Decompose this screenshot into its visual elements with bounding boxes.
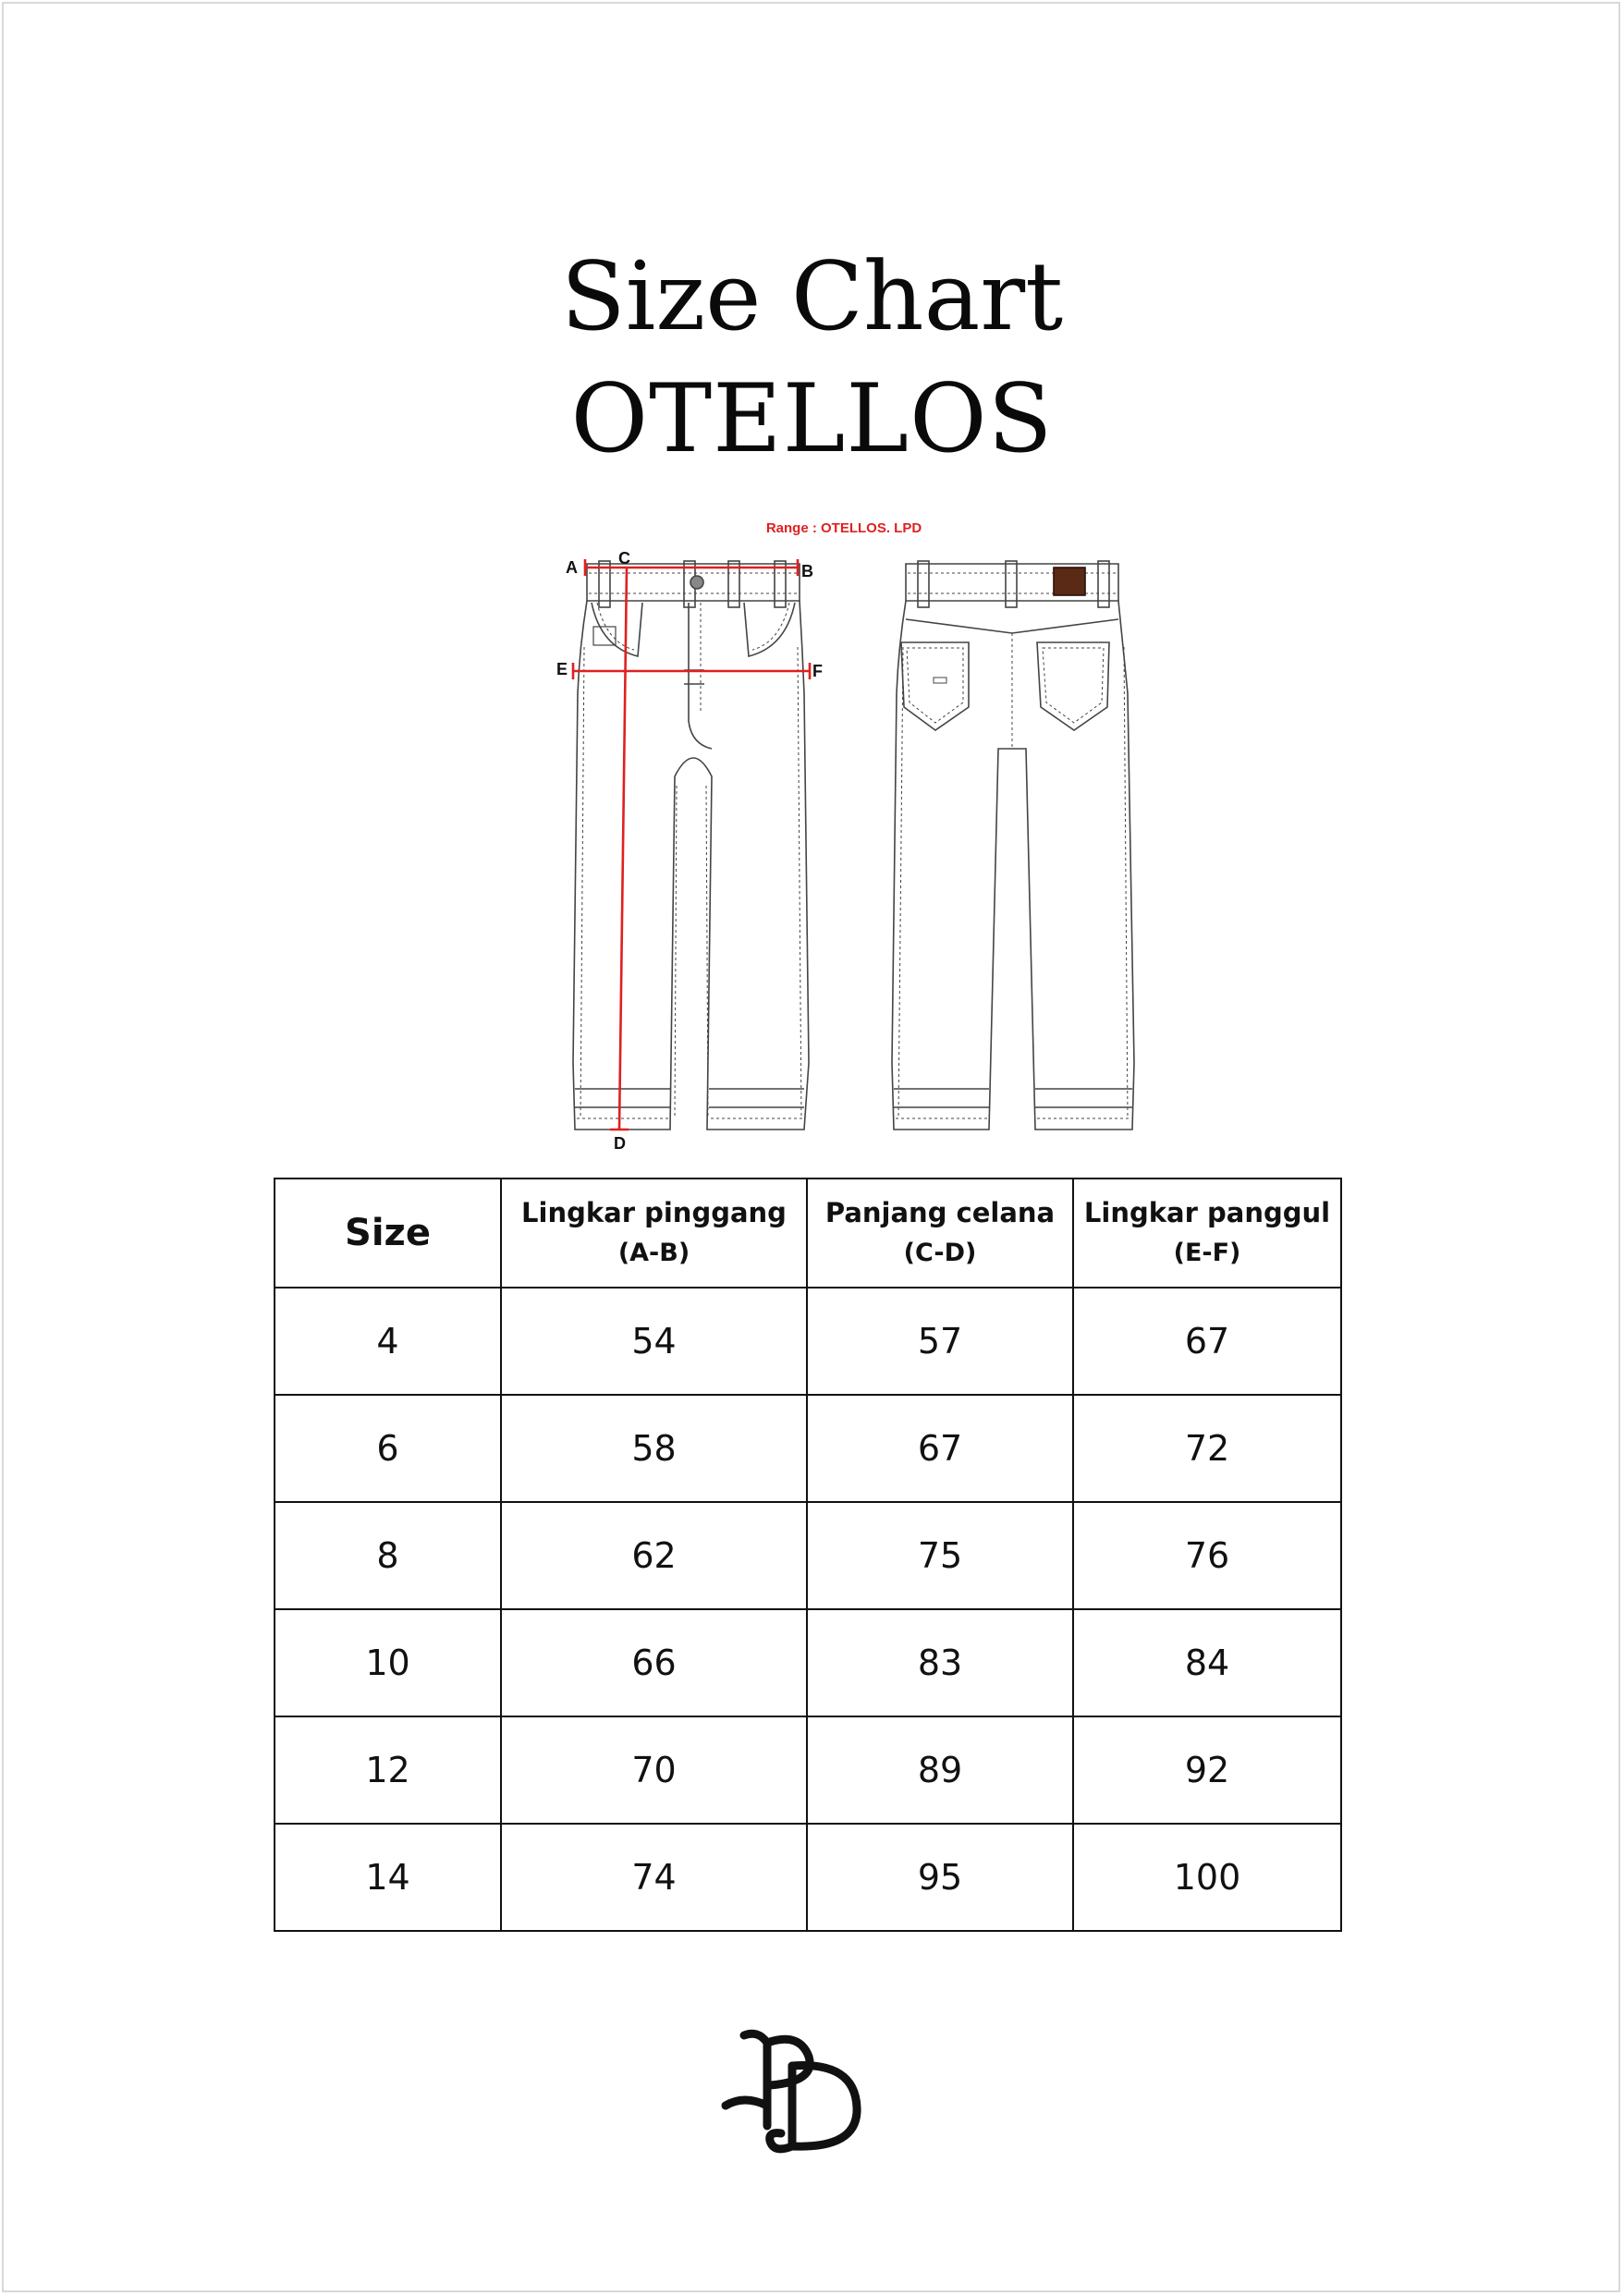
header-waist-label: Lingkar pinggang [521,1197,787,1228]
cell-hip: 72 [1073,1395,1341,1502]
cell-size: 10 [275,1609,501,1716]
point-c-label: C [618,549,630,568]
cell-size: 12 [275,1716,501,1824]
cell-hip: 92 [1073,1716,1341,1824]
cell-waist: 54 [501,1288,807,1395]
cell-waist: 66 [501,1609,807,1716]
header-hip-label: Lingkar panggul [1083,1197,1331,1228]
back-view [892,561,1134,1130]
table-row [275,1395,1341,1502]
cell-hip: 84 [1073,1609,1341,1716]
point-b-label: B [801,562,813,580]
header-waist-code: (A-B) [617,1239,690,1267]
size-table [274,1178,1342,1932]
point-d-label: D [614,1134,626,1153]
table-row [275,1502,1341,1609]
pd-logo [716,2024,873,2163]
front-view [573,561,809,1130]
page-title: Size Chart [560,242,1064,352]
cell-length: 57 [807,1288,1073,1395]
cell-size: 8 [275,1502,501,1609]
table-header-row [275,1179,1341,1288]
cell-hip: 67 [1073,1288,1341,1395]
table-row [275,1288,1341,1395]
cell-length: 95 [807,1824,1073,1931]
header-length [807,1179,1073,1288]
cell-waist: 62 [501,1502,807,1609]
header-length-code: (C-D) [903,1239,977,1267]
point-f-label: F [812,662,823,680]
cell-size: 14 [275,1824,501,1931]
cell-waist: 58 [501,1395,807,1502]
table-row [275,1609,1341,1716]
header-length-label: Panjang celana [824,1197,1056,1228]
header-hip-code: (E-F) [1173,1239,1241,1267]
cell-waist: 70 [501,1716,807,1824]
cell-length: 83 [807,1609,1073,1716]
header-hip [1073,1179,1341,1288]
point-e-label: E [556,660,568,678]
table-row [275,1824,1341,1931]
cell-hip: 100 [1073,1824,1341,1931]
cell-length: 75 [807,1502,1073,1609]
cell-waist: 74 [501,1824,807,1931]
cell-hip: 76 [1073,1502,1341,1609]
cell-length: 89 [807,1716,1073,1824]
page-subtitle: OTELLOS [570,364,1054,474]
cell-size: 6 [275,1395,501,1502]
table-row [275,1716,1341,1824]
range-label: Range : OTELLOS. LPD [765,520,922,536]
cell-size: 4 [275,1288,501,1395]
header-waist [501,1179,807,1288]
pants-diagram [536,508,1183,1155]
header-size: Size [275,1179,501,1288]
cell-length: 67 [807,1395,1073,1502]
point-a-label: A [566,558,578,577]
